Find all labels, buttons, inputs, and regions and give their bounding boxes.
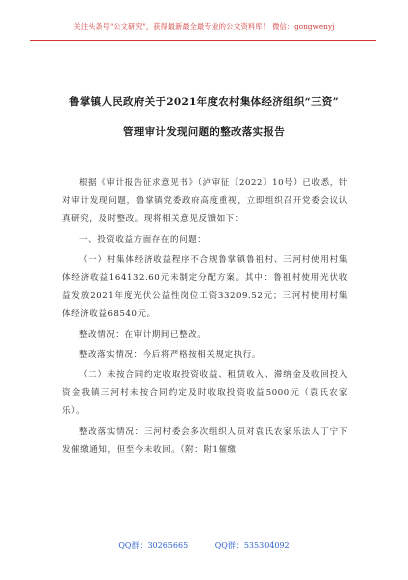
document-body	[62, 174, 348, 461]
body-paragraph: （一）村集体经济收益程序不合规鲁掌镇鲁祖村、三河村使用村集体经济收益164132.60元未制定分配方案。其中：鲁祖村使用光伏收益发放2021年度光伏公益性岗位工资33209.52元；三河村使用村集体经济收益68540元。	[62, 254, 348, 320]
header-divider	[30, 40, 376, 41]
body-paragraph: 根据《审计报告征求意见书》（泸审征〔2022〕10号）已收悉，针对审计发现问题，鲁掌镇党委政府高度重视，立即组织召开党委会议认真研究，及时整改。现将相关意见反馈如下：	[62, 178, 348, 225]
body-paragraph: （二）未按合同约定收取投资收益、租赁收入、滞纳金及收回投入资金我镇三河村未按合同约定及时收取投资收益5000元（袁氏农家乐）。	[62, 370, 348, 417]
body-paragraph: 整改落实情况：三河村委会多次组织人员对袁氏农家乐法人丁宁下发催缴通知，但至今未收回。（附：附1催缴	[62, 426, 348, 455]
footer-contact	[0, 540, 408, 551]
footer-qq-group-2: QQ群：535304092	[214, 541, 290, 550]
body-paragraph: 整改落实情况：今后将严格按相关规定执行。	[79, 349, 262, 360]
header-banner: 关注头条号"公文研究"，获得最新最全最专业的公文资料库！ 微信：gongwenyj	[73, 22, 335, 31]
document-title-line-1: 鲁掌镇人民政府关于2021年度农村集体经济组织“三资”	[69, 96, 339, 108]
footer-qq-group-1: QQ群：30265665	[118, 541, 189, 550]
body-paragraph: 整改情况：在审计期间已整改。	[79, 329, 207, 340]
document-title-line-2: 管理审计发现问题的整改落实报告	[123, 126, 285, 138]
body-paragraph: 一、投资收益方面存在的问题：	[79, 234, 207, 245]
